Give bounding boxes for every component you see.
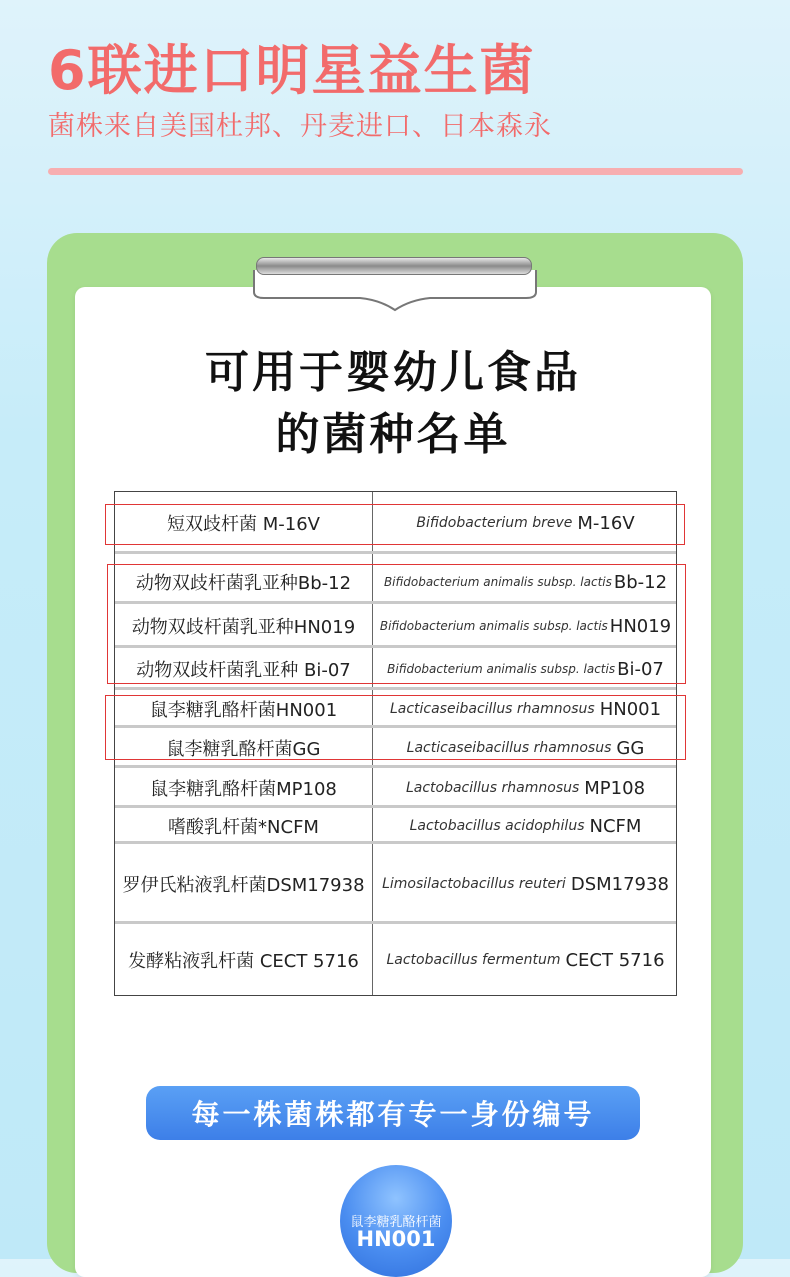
strain-cn-name: 鼠李糖乳酪杆菌MP108 [150,779,337,800]
strain-cn-name: 鼠李糖乳酪杆菌GG [166,739,321,760]
strain-latin-name: Bifidobacterium animalis subsp. lactis [379,619,608,633]
strain-latin-cell [373,560,678,604]
strain-cn-name: 鼠李糖乳酪杆菌HN001 [149,700,338,721]
strain-latin-name: Limosilactobacillus reuteri [382,876,566,892]
table-row [115,560,676,604]
strain-badge-code: HN001 [356,1227,436,1251]
strain-code: M-16V [577,512,635,534]
strain-latin-name: Bifidobacterium breve [416,515,573,531]
clip-bar [256,257,532,275]
strain-code: CECT 5716 [565,949,665,971]
strain-latin-name: Lacticaseibacillus rhamnosus [389,701,595,717]
strain-latin-name: Lactobacillus fermentum [386,952,561,968]
strain-code: HN019 [609,615,672,637]
strain-code: Bi-07 [617,658,664,680]
strain-latin-name: Lactobacillus rhamnosus [405,780,580,796]
strain-badge-name: 鼠李糖乳酪杆菌 [350,1215,442,1230]
strain-table [114,491,677,996]
table-row [115,690,676,728]
strain-latin-cell [373,648,678,690]
strain-latin-cell [373,924,678,996]
strain-cn-name: 发酵粘液乳杆菌 CECT 5716 [128,951,359,972]
strain-latin-cell [373,492,678,554]
strain-cn-name: 动物双歧杆菌乳亚种HN019 [131,617,356,638]
strain-code: HN001 [599,698,662,720]
strain-latin-cell [373,690,678,728]
strain-latin-cell [373,844,678,924]
table-row [115,648,676,690]
strain-badge [340,1165,452,1277]
strain-code: NCFM [589,815,642,837]
card-title-line-2: 的菌种名单 [275,409,511,460]
strain-latin-cell [373,768,678,808]
table-row [115,604,676,648]
table-row [115,844,676,924]
page-subtitle: 菌株来自美国杜邦、丹麦进口、日本森永 [48,111,552,142]
page-title: 6联进口明星益生菌 [48,39,536,102]
table-row [115,808,676,844]
header-divider [48,168,743,175]
table-row [115,728,676,768]
strain-code: MP108 [584,777,646,799]
row-divider [115,551,676,554]
strain-cn-name: 短双歧杆菌 M-16V [167,514,320,535]
strain-cn-name: 罗伊氏粘液乳杆菌DSM17938 [122,875,365,896]
strain-latin-name: Lactobacillus acidophilus [409,818,585,834]
strain-cn-name: 嗜酸乳杆菌*NCFM [168,817,319,838]
strain-id-banner[interactable]: 每一株菌株都有专一身份编号 [146,1086,640,1140]
strain-cn-name: 动物双歧杆菌乳亚种 Bi-07 [136,660,351,681]
strain-latin-cell [373,604,678,648]
strain-code: DSM17938 [570,873,669,895]
strain-cn-name: 动物双歧杆菌乳亚种Bb-12 [135,573,352,594]
strain-latin-name: Bifidobacterium animalis subsp. lactis [387,662,616,676]
strain-code: GG [616,737,645,759]
strain-latin-name: Bifidobacterium animalis subsp. lactis [383,575,612,589]
strain-latin-cell [373,728,678,768]
card-title [75,342,711,466]
table-row [115,768,676,808]
strain-latin-cell [373,808,678,844]
strain-code: Bb-12 [613,571,668,593]
card-title-line-1: 可用于婴幼儿食品 [205,347,581,398]
table-row [115,492,676,554]
strain-latin-name: Lacticaseibacillus rhamnosus [406,740,612,756]
table-row [115,924,676,996]
